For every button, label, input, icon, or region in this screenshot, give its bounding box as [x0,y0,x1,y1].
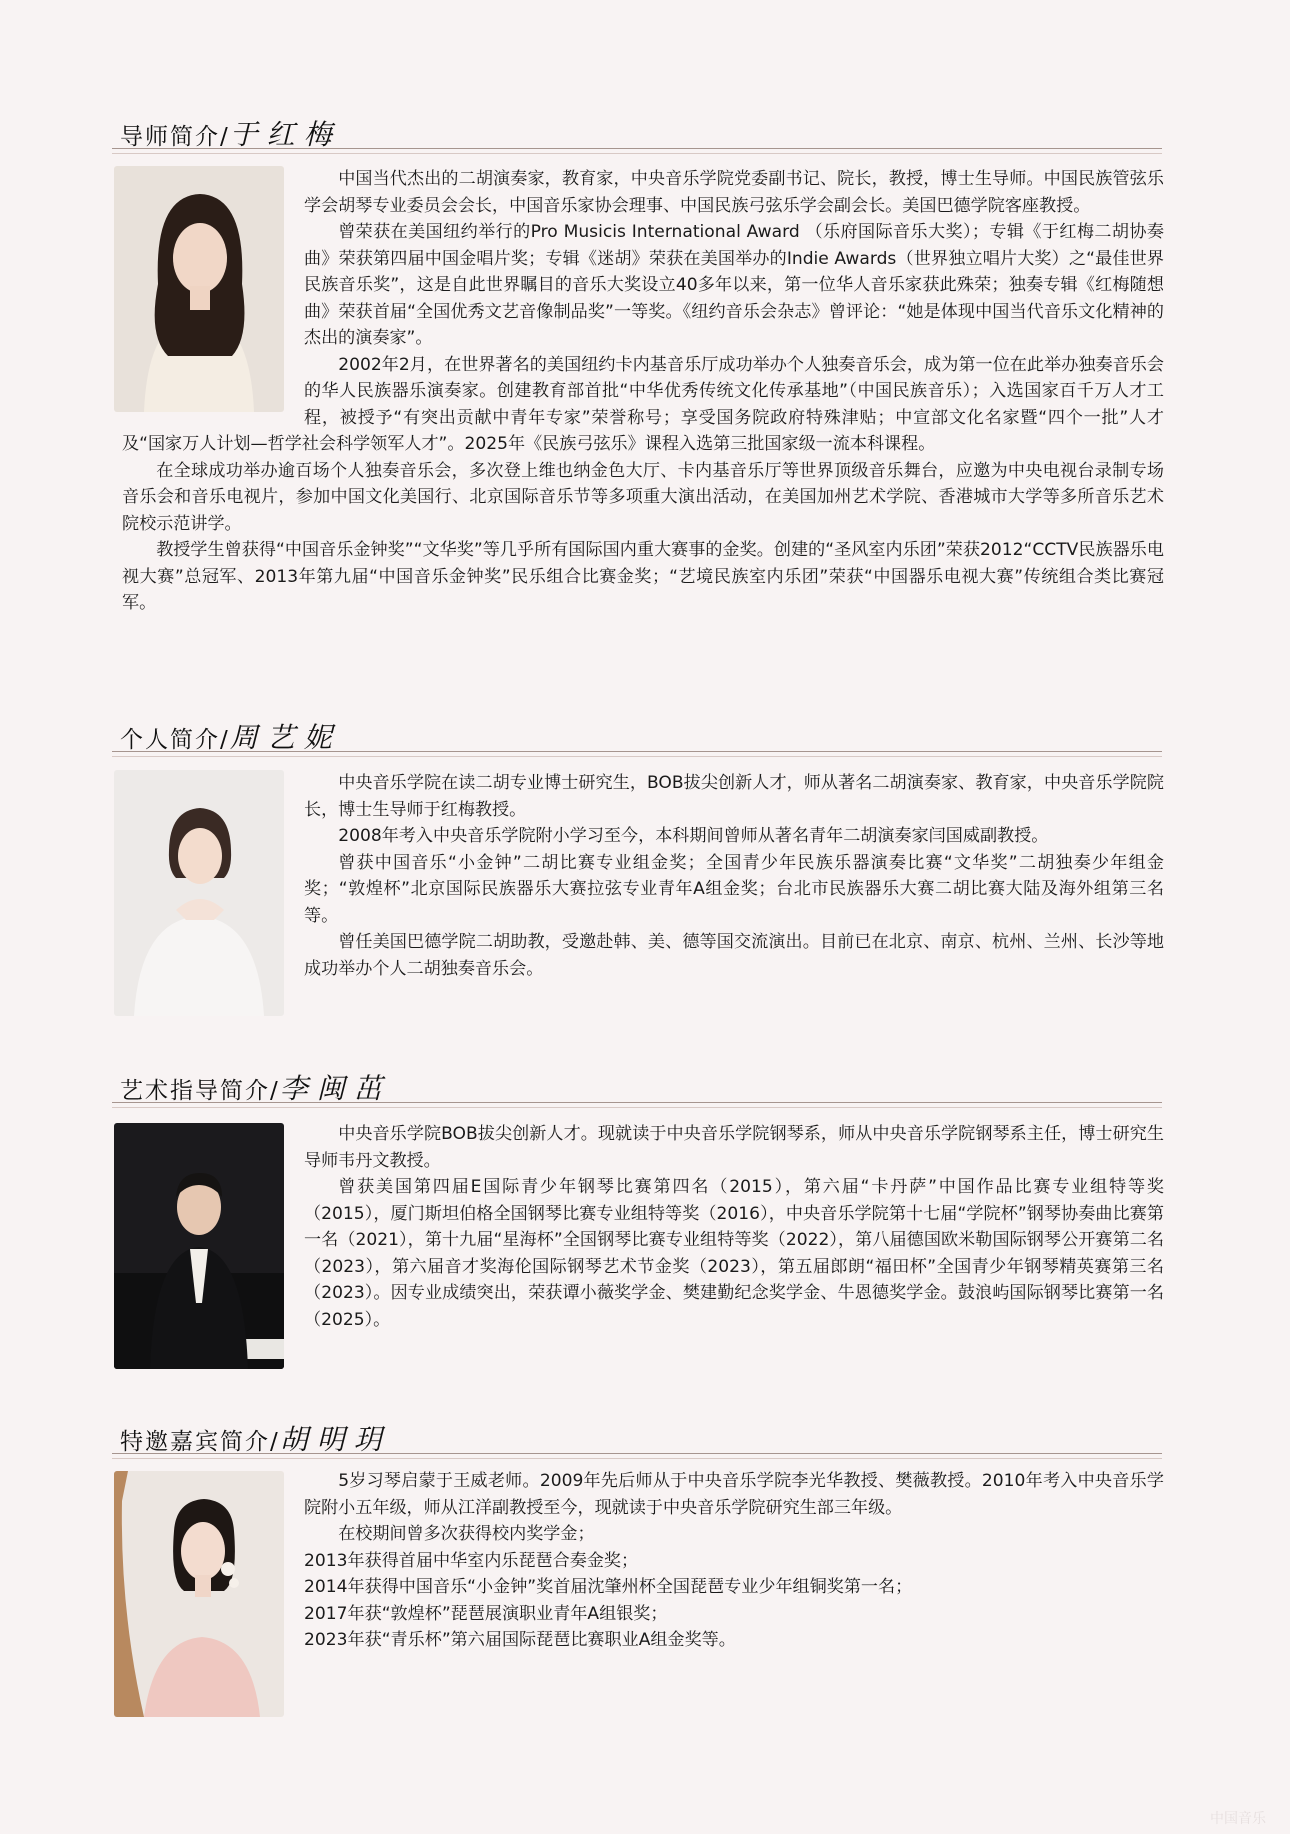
section-heading [120,716,341,756]
divider [112,1458,1162,1459]
award-line: 2017年获“敦煌杯”琵琶展演职业青年A组银奖； [304,1603,668,1624]
portrait-photo [114,1471,284,1717]
divider [112,1102,1162,1103]
divider [112,148,1162,149]
divider [112,1107,1162,1108]
section-heading [120,113,341,153]
heading-person-name: 周艺妮 [229,721,341,754]
portrait-photo [114,1123,284,1369]
heading-person-name: 胡明玥 [279,1423,391,1456]
bio-paragraph: 2002年2月，在世界著名的美国纽约卡内基音乐厅成功举办个人独奏音乐会，成为第一位在此举办独奏音乐会的华人民族器乐演奏家。创建教育部首批“中华优秀传统文化传承基地”（中国民族音乐）；入选国家百千万人才工程，被授予“有突出贡献中青年专家”荣誉称号；享受国务院政府特殊津贴；中宣部文化名家暨“四个一批”人才及“国家万人计划—哲学社会科学领军人才”。2025年《民族弓弦乐》课程入选第三批国家级一流本科课程。 [122,354,1164,454]
heading-person-name: 于红梅 [229,118,341,151]
bio-paragraph: 5岁习琴启蒙于王威老师。2009年先后师从于中央音乐学院李光华教授、樊薇教授。2010年考入中央音乐学院附小五年级，师从江洋副教授至今，现就读于中央音乐学院研究生部三年级。 [304,1471,1164,1518]
bio-paragraph: 在全球成功举办逾百场个人独奏音乐会，多次登上维也纳金色大厅、卡内基音乐厅等世界顶级音乐舞台，应邀为中央电视台录制专场音乐会和音乐电视片，参加中国文化美国行、北京国际音乐节等多项重大演出活动，在美国加州艺术学院、香港城市大学等多所音乐艺术院校示范讲学。 [122,460,1164,534]
heading-label: 个人简介/ [120,727,230,753]
bio-paragraph: 曾获中国音乐“小金钟”二胡比赛专业组金奖；全国青少年民族乐器演奏比赛“文华奖”二胡独奏少年组金奖；“敦煌杯”北京国际民族器乐大赛拉弦专业青年A组金奖；台北市民族器乐大赛二胡比赛大陆及海外组第三名等。 [304,852,1164,926]
bio-paragraph: 曾荣获在美国纽约举行的Pro Musicis International Award （乐府国际音乐大奖）；专辑《于红梅二胡协奏曲》荣获第四届中国金唱片奖；专辑《迷胡》荣获在美国举办的Indie Awards（世界独立唱片大奖）之“最佳世界民族音乐奖”，这是自此世界瞩目的音乐大奖设立40多年以来，第一位华人音乐家获此殊荣；独奏专辑《红梅随想曲》荣获首届“全国优秀文艺音像制品奖”一等奖。《纽约音乐会杂志》曾评论：“她是体现中国当代音乐文化精神的杰出的演奏家”。 [304,222,1164,348]
heading-label: 特邀嘉宾简介/ [120,1429,280,1455]
heading-label: 导师简介/ [120,124,230,150]
bio-paragraph: 中央音乐学院BOB拔尖创新人才。现就读于中央音乐学院钢琴系，师从中央音乐学院钢琴系主任，博士研究生导师韦丹文教授。 [304,1124,1164,1171]
award-line: 2013年获得首届中华室内乐琵琶合奏金奖； [304,1550,639,1571]
bio-paragraph: 曾任美国巴德学院二胡助教，受邀赴韩、美、德等国交流演出。目前已在北京、南京、杭州、兰州、长沙等地成功举办个人二胡独奏音乐会。 [304,932,1164,979]
bio-paragraph: 中央音乐学院在读二胡专业博士研究生，BOB拔尖创新人才，师从著名二胡演奏家、教育家，中央音乐学院院长，博士生导师于红梅教授。 [304,773,1164,820]
section-heading [120,1067,391,1107]
portrait-photo [114,770,284,1016]
heading-label: 艺术指导简介/ [120,1078,280,1104]
section-heading [120,1418,391,1458]
bio-paragraph: 曾获美国第四届E国际青少年钢琴比赛第四名（2015），第六届“卡丹萨”中国作品比赛专业组特等奖（2015），厦门斯坦伯格全国钢琴比赛专业组特等奖（2016），中央音乐学院第十七届“学院杯”钢琴协奏曲比赛第一名（2021），第十九届“星海杯”全国钢琴比赛专业组特等奖（2022），第八届德国欧米勒国际钢琴公开赛第二名（2023），第六届音才奖海伦国际钢琴艺术节金奖（2023），第五届郎朗“福田杯”全国青少年钢琴精英赛第三名（2023）。因专业成绩突出，荣获谭小薇奖学金、樊建勤纪念奖学金、牛恩德奖学金。鼓浪屿国际钢琴比赛第一名（2025）。 [304,1177,1164,1330]
bio-paragraph: 中国当代杰出的二胡演奏家，教育家，中央音乐学院党委副书记、院长，教授，博士生导师。中国民族管弦乐学会胡琴专业委员会会长，中国音乐家协会理事、中国民族弓弦乐学会副会长。美国巴德学院客座教授。 [304,169,1164,216]
divider [112,153,1162,154]
award-line: 2023年获“青乐杯”第六届国际琵琶比赛职业A组金奖等。 [304,1630,736,1650]
bio-paragraph: 在校期间曾多次获得校内奖学金； [338,1524,595,1544]
divider [112,1453,1162,1454]
bio-paragraph: 2008年考入中央音乐学院附小学习至今，本科期间曾师从著名青年二胡演奏家闫国威副教授。 [338,826,1049,846]
portrait-photo [114,166,284,412]
divider [112,751,1162,752]
heading-person-name: 李闽茁 [279,1072,391,1105]
award-line: 2014年获得中国音乐“小金钟”奖首届沈肇州杯全国琵琶专业少年组铜奖第一名； [304,1577,913,1597]
watermark: 中国音乐 [1210,1811,1266,1827]
bio-paragraph: 教授学生曾获得“中国音乐金钟奖”“文华奖”等几乎所有国际国内重大赛事的金奖。创建的“圣风室内乐团”荣获2012“CCTV民族器乐电视大赛”总冠军、2013年第九届“中国音乐金钟奖”民乐组合比赛金奖；“艺境民族室内乐团”荣获“中国器乐电视大赛”传统组合类比赛冠军。 [122,540,1164,613]
divider [112,756,1162,757]
